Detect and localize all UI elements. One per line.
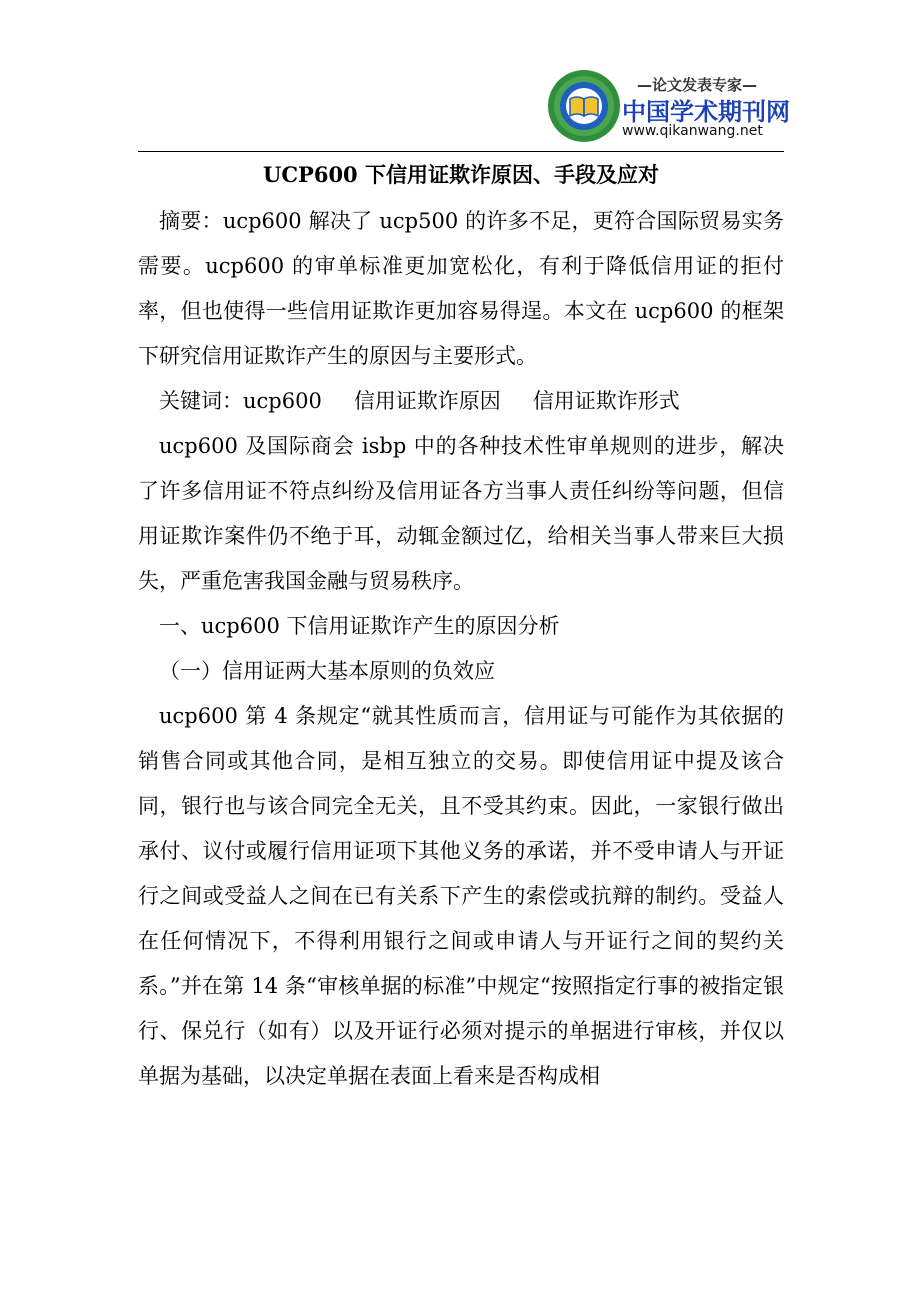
abstract-paragraph: 摘要：ucp600 解决了 ucp500 的许多不足，更符合国际贸易实务需要。ucp600 的审单标准更加宽松化，有利于降低信用证的拒付率，但也使得一些信用证欺诈更加容易得逞。本文在 ucp600 的框架下研究信用证欺诈产生的原因与主要形式。 xyxy=(138,209,784,368)
keyword-label: 关键词：ucp600 xyxy=(159,389,322,413)
subsection-heading: （一）信用证两大基本原则的负效应 xyxy=(159,659,495,683)
keyword-2: 信用证欺诈原因 xyxy=(353,389,501,413)
journal-logo-icon xyxy=(546,68,622,144)
logo-tagline: —论文发表专家— xyxy=(636,76,757,94)
article-body xyxy=(138,199,784,1099)
logo-text-block xyxy=(622,70,792,150)
header-divider xyxy=(138,151,784,152)
article-title: UCP600 下信用证欺诈原因、手段及应对 xyxy=(263,162,659,187)
intro-paragraph: ucp600 及国际商会 isbp 中的各种技术性审单规则的进步，解决了许多信用证不符点纠纷及信用证各方当事人责任纠纷等问题，但信用证欺诈案件仍不绝于耳，动辄金额过亿，给相关当事人带来巨大损失，严重危害我国金融与贸易秩序。 xyxy=(138,434,784,593)
logo-name: 中国学术期刊网 xyxy=(622,98,790,126)
keywords-paragraph xyxy=(138,379,784,424)
section-heading: 一、ucp600 下信用证欺诈产生的原因分析 xyxy=(159,614,560,638)
body-paragraph: ucp600 第 4 条规定“就其性质而言，信用证与可能作为其依据的销售合同或其他合同，是相互独立的交易。即使信用证中提及该合同，银行也与该合同完全无关，且不受其约束。因此，一家银行做出承付、议付或履行信用证项下其他义务的承诺，并不受申请人与开证行之间或受益人之间在已有关系下产生的索偿或抗辩的制约。受益人在任何情况下，不得利用银行之间或申请人与开证行之间的契约关系。”并在第 14 条“审核单据的标准”中规定“按照指定行事的被指定银行、保兑行（如有）以及开证行必须对提示的单据进行审核，并仅以单据为基础，以决定单据在表面上看来是否构成相 xyxy=(138,704,784,1088)
page-header xyxy=(0,0,920,160)
logo-url: www.qikanwang.net xyxy=(622,123,763,139)
keyword-3: 信用证欺诈形式 xyxy=(532,389,680,413)
